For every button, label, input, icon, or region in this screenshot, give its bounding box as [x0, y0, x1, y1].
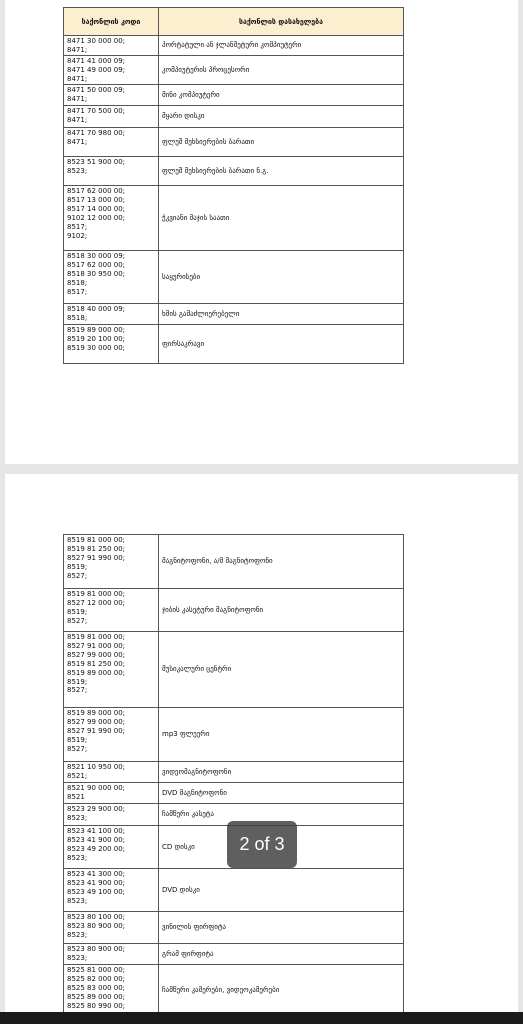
goods-code-cell: 8519 81 000 00; 8519 81 250 00; 8527 91 990 00; 8519; 8527;	[64, 535, 159, 589]
goods-name-cell: DVD მაგნიტოფონი	[159, 783, 404, 804]
goods-table-page-1	[63, 7, 404, 364]
table-row	[64, 632, 404, 708]
goods-code-cell: 8471 70 500 00; 8471;	[64, 106, 159, 128]
goods-name-cell: პორტატული ან ჯლანშეტური კომპიუტერი	[159, 36, 404, 56]
table-row	[64, 589, 404, 632]
table-row	[64, 965, 404, 1017]
goods-name-cell: გრამ ფირფიტა	[159, 944, 404, 965]
document-page-1	[5, 0, 518, 464]
table-row	[64, 325, 404, 364]
table-header-row	[64, 8, 404, 36]
table-row	[64, 251, 404, 304]
goods-name-cell: კომპიუტერის პროცესორი	[159, 56, 404, 85]
goods-code-cell: 8471 30 000 00; 8471;	[64, 36, 159, 56]
goods-code-cell: 8518 30 000 09; 8517 62 000 00; 8518 30 950 00; 8518; 8517;	[64, 251, 159, 304]
goods-code-cell: 8525 81 000 00; 8525 82 000 00; 8525 83 000 00; 8525 89 000 00; 8525 80 990 00;	[64, 965, 159, 1017]
table-row	[64, 106, 404, 128]
goods-name-cell: მაგნიტოფონი, ა/მ მაგნიტოფონი	[159, 535, 404, 589]
goods-name-cell: ჩამწერი კამერები, ვიდეოკამერები	[159, 965, 404, 1017]
table-row	[64, 36, 404, 56]
table-row	[64, 128, 404, 157]
table-body	[64, 36, 404, 364]
table-row	[64, 944, 404, 965]
goods-name-cell: ხმის გამაძლიერებელი	[159, 304, 404, 325]
goods-name-cell: ჯიბის კასეტური მაგნიტოფონი	[159, 589, 404, 632]
table-row	[64, 535, 404, 589]
table-row	[64, 304, 404, 325]
goods-name-cell: მუსიკალური ცენტრი	[159, 632, 404, 708]
goods-code-cell: 8523 41 300 00; 8523 41 900 00; 8523 49 100 00; 8523;	[64, 869, 159, 912]
goods-code-cell: 8519 81 000 00; 8527 91 000 00; 8527 99 000 00; 8519 81 250 00; 8519 89 000 00; 8519; 8527;	[64, 632, 159, 708]
goods-name-cell: ფლეშ მეხსიერების ბარათი ნ.გ.	[159, 157, 404, 186]
goods-name-cell: მინი კომპიუტერი	[159, 85, 404, 106]
table-row	[64, 783, 404, 804]
goods-name-cell: საყურისები	[159, 251, 404, 304]
goods-name-cell: DVD დისკი	[159, 869, 404, 912]
goods-code-cell: 8521 90 000 00; 8521	[64, 783, 159, 804]
goods-code-cell: 8471 50 000 09; 8471;	[64, 85, 159, 106]
goods-name-cell: ვიდეომაგნიტოფონი	[159, 762, 404, 783]
bottom-bar	[0, 1012, 523, 1024]
goods-name-cell: მყარი დისკი	[159, 106, 404, 128]
table-row	[64, 56, 404, 85]
goods-code-cell: 8471 70 980 00; 8471;	[64, 128, 159, 157]
goods-name-cell: ჩამწერი კასეტა	[159, 804, 404, 826]
goods-code-cell: 8523 29 900 00; 8523;	[64, 804, 159, 826]
goods-name-cell: ჭკვიანი მაჯის საათი	[159, 186, 404, 251]
goods-code-cell: 8523 41 100 00; 8523 41 900 00; 8523 49 200 00; 8523;	[64, 826, 159, 869]
goods-name-cell: ვინილის ფირფიტა	[159, 912, 404, 944]
header-goods-name: საქონლის დასახელება	[159, 8, 404, 36]
goods-code-cell: 8518 40 000 09; 8518;	[64, 304, 159, 325]
table-row	[64, 762, 404, 783]
table-row	[64, 186, 404, 251]
goods-code-cell: 8519 81 000 00; 8527 12 000 00; 8519; 8527;	[64, 589, 159, 632]
table-row	[64, 912, 404, 944]
goods-code-cell: 8519 89 000 00; 8527 99 000 00; 8527 91 990 00; 8519; 8527;	[64, 708, 159, 762]
goods-code-cell: 8471 41 000 09; 8471 49 000 09; 8471;	[64, 56, 159, 85]
goods-code-cell: 8523 80 900 00; 8523;	[64, 944, 159, 965]
goods-name-cell: CD დისკი	[159, 826, 404, 869]
goods-code-cell: 8517 62 000 00; 8517 13 000 00; 8517 14 000 00; 9102 12 000 00; 8517; 9102;	[64, 186, 159, 251]
table-row	[64, 85, 404, 106]
goods-table-page-2	[63, 534, 404, 1016]
table-row	[64, 869, 404, 912]
goods-code-cell: 8521 10 950 00; 8521;	[64, 762, 159, 783]
goods-code-cell: 8519 89 000 00; 8519 20 100 00; 8519 30 000 00;	[64, 325, 159, 364]
goods-name-cell: ფირსაკრავი	[159, 325, 404, 364]
goods-code-cell: 8523 80 100 00; 8523 80 900 00; 8523;	[64, 912, 159, 944]
goods-name-cell: ფლეშ მეხსიერების ბარათი	[159, 128, 404, 157]
page-indicator: 2 of 3	[227, 821, 297, 868]
table-row	[64, 157, 404, 186]
document-page-2	[5, 474, 518, 1016]
table-body	[64, 535, 404, 1017]
goods-name-cell: mp3 ფლეერი	[159, 708, 404, 762]
table-row	[64, 708, 404, 762]
header-goods-code: საქონლის კოდი	[64, 8, 159, 36]
goods-code-cell: 8523 51 900 00; 8523;	[64, 157, 159, 186]
